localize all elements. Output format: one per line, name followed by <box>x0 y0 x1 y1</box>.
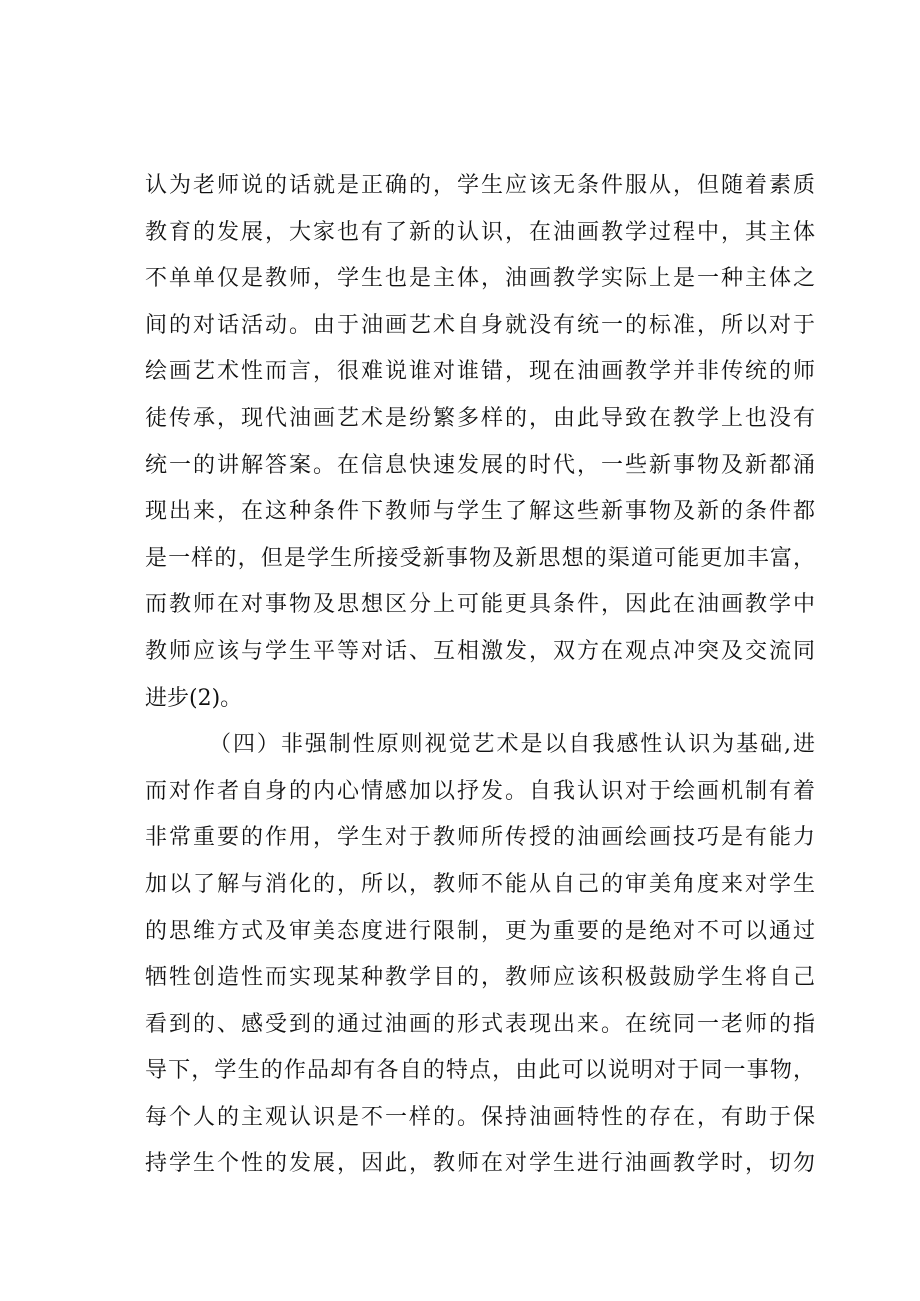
text-line: 绘画艺术性而言，很难说谁对谁错，现在油画教学并非传统的师 <box>145 359 815 385</box>
text-line: （四）非强制性原则视觉艺术是以自我感性认识为基础,进 <box>209 732 815 758</box>
text-line: 是一样的，但是学生所接受新事物及新思想的渠道可能更加丰富， <box>145 545 815 571</box>
text-line: 进步(2)。 <box>145 685 243 711</box>
text-line: 徒传承，现代油画艺术是纷繁多样的，由此导致在教学上也没有 <box>145 405 815 431</box>
text-line: 统一的讲解答案。在信息快速发展的时代，一些新事物及新都涌 <box>145 452 815 478</box>
text-line: 持学生个性的发展，因此，教师在对学生进行油画教学时，切勿 <box>145 1151 815 1177</box>
body-text <box>145 163 815 1188</box>
text-line: 非常重要的作用，学生对于教师所传授的油画绘画技巧是有能力 <box>145 825 815 851</box>
text-line: 而教师在对事物及思想区分上可能更具条件，因此在油画教学中 <box>145 592 815 618</box>
text-line: 的思维方式及审美态度进行限制，更为重要的是绝对不可以通过 <box>145 918 815 944</box>
text-line: 加以了解与消化的，所以，教师不能从自己的审美角度来对学生 <box>145 871 815 897</box>
text-line: 牺牲创造性而实现某种教学目的，教师应该积极鼓励学生将自己 <box>145 965 815 991</box>
text-line: 不单单仅是教师，学生也是主体，油画教学实际上是一种主体之 <box>145 266 815 292</box>
text-line: 而对作者自身的内心情感加以抒发。自我认识对于绘画机制有着 <box>145 778 815 804</box>
text-line: 认为老师说的话就是正确的，学生应该无条件服从，但随着素质 <box>145 173 815 198</box>
text-line: 间的对话活动。由于油画艺术自身就没有统一的标准，所以对于 <box>145 312 815 338</box>
text-line: 现出来，在这种条件下教师与学生了解这些新事物及新的条件都 <box>145 499 815 525</box>
text-line: 导下，学生的作品却有各自的特点，由此可以说明对于同一事物， <box>145 1058 815 1084</box>
text-line: 教育的发展，大家也有了新的认识，在油画教学过程中，其主体 <box>145 219 815 245</box>
paragraph <box>145 163 815 722</box>
paragraph <box>145 722 815 1188</box>
text-line: 教师应该与学生平等对话、互相激发，双方在观点冲突及交流同 <box>145 638 815 664</box>
text-line: 看到的、感受到的通过油画的形式表现出来。在统同一老师的指 <box>145 1011 815 1037</box>
text-line: 每个人的主观认识是不一样的。保持油画特性的存在，有助于保 <box>145 1104 815 1130</box>
